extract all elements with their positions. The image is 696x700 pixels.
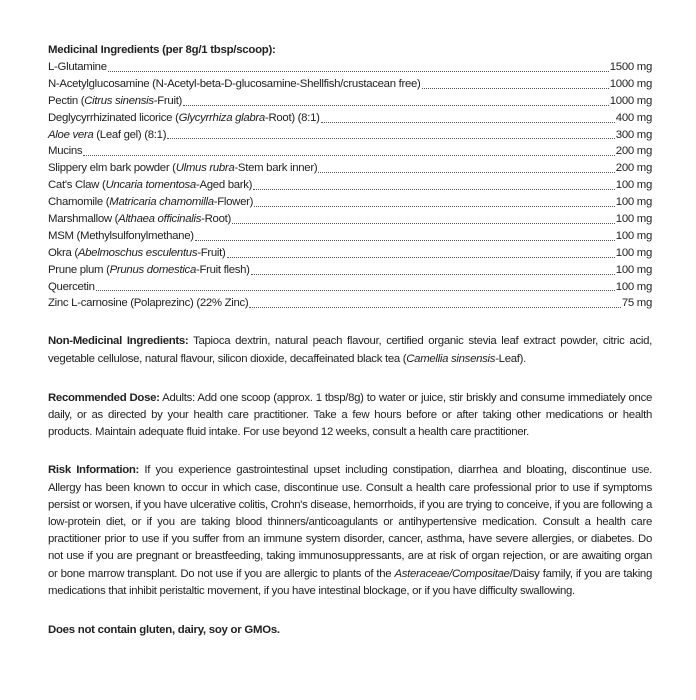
ingredient-amount: 1500 mg [609,60,652,73]
ingredient-name-text: Cat's Claw ( [48,179,106,192]
ingredient-name-text: Prune plum ( [48,263,110,276]
ingredient-name-suffix: -Root) (8:1) [264,111,320,124]
ingredient-latin-name: Uncaria tomentosa [105,179,196,192]
ingredient-latin-name: Matricaria chamomilla [109,196,214,209]
dotted-leader [108,71,609,72]
ingredient-row [48,295,652,312]
dotted-leader [251,274,615,275]
ingredient-name [48,228,194,245]
ingredient-name [48,127,166,144]
non-medicinal-text: Tapioca dextrin, natural peach flavour, certified organic stevia leaf extract powder, citric acid, vegetable cellulose, natural flavour, silicon dioxide, decaffeinated black tea ( [48,335,652,365]
ingredient-amount: 200 mg [615,145,652,158]
ingredient-name-text: L-Glutamine [48,60,107,73]
ingredient-name [48,76,421,93]
ingredient-name-text: Marshmallow ( [48,213,119,225]
ingredient-name [48,160,317,177]
ingredient-row [48,76,652,93]
non-medicinal-latin: Camellia sinsensis [406,352,496,365]
dotted-leader [422,88,609,89]
ingredient-row [48,59,652,76]
dotted-leader [318,172,614,173]
ingredient-name-text: Slippery elm bark powder ( [48,162,176,175]
ingredient-amount: 100 mg [615,246,652,259]
recommended-dose [48,390,652,442]
dotted-leader [253,189,615,190]
dotted-leader [96,290,615,291]
ingredient-amount: 1000 mg [609,77,652,90]
dotted-leader [83,155,615,156]
ingredient-amount: 100 mg [615,229,652,242]
ingredient-name-text: Chamomile ( [48,196,110,209]
ingredient-name-text: Mucins [48,145,83,158]
ingredient-name-suffix: -Aged bark) [195,179,253,192]
dotted-leader [249,307,620,308]
dotted-leader [254,206,615,207]
non-medicinal-ingredients [48,333,652,367]
ingredient-name [48,211,231,228]
risk-information [48,462,652,600]
ingredient-latin-name: Ulmus rubra [175,162,235,175]
risk-information-text-end: /Daisy family, if you are taking medications that inhibit peristaltic movement, if you have intestinal blockage, or if you have difficulty swallowing. [48,567,652,597]
ingredient-name-suffix: -Flower) [213,196,254,209]
ingredient-name [48,110,320,127]
ingredient-latin-name: Prunus domestica [109,263,196,276]
ingredient-row [48,211,652,228]
allergen-statement: Does not contain gluten, dairy, soy or GMOs. [48,624,280,636]
dotted-leader [195,240,615,241]
ingredient-name-text: Deglycyrrhizinated licorice ( [48,111,179,124]
risk-information-latin: Asteraceae/Compositae [394,567,510,580]
dotted-leader [183,105,609,106]
ingredient-name-text: MSM (Methylsulfonylmethane) [48,229,194,242]
recommended-dose-label: Recommended Dose: [48,391,160,404]
ingredient-name-text: N-Acetylglucosamine (N-Acetyl-beta-D-glucosamine-Shellfish/crustacean free) [48,77,421,90]
ingredient-row [48,127,652,144]
medicinal-ingredients-heading: Medicinal Ingredients (per 8g/1 tbsp/scoop): [48,44,276,56]
non-medicinal-text-end: -Leaf). [495,352,527,365]
ingredient-name [48,59,107,76]
ingredient-amount: 100 mg [615,179,652,192]
ingredient-row [48,160,652,177]
ingredient-name [48,245,226,262]
ingredient-row [48,143,652,160]
ingredient-name-text: Quercetin [48,280,95,293]
ingredient-name-suffix: -Fruit) [153,94,183,107]
ingredient-amount: 100 mg [615,196,652,209]
ingredient-amount: 200 mg [615,162,652,175]
ingredient-name [48,295,248,312]
ingredient-row [48,279,652,296]
ingredient-latin-name: Aloe vera [48,128,94,141]
ingredient-latin-name: Glycyrrhiza glabra [178,111,265,124]
ingredient-amount: 1000 mg [609,94,652,107]
ingredient-name-suffix: (Leaf gel) (8:1) [93,128,167,141]
dotted-leader [321,122,615,123]
dotted-leader [167,138,615,139]
ingredient-name [48,177,252,194]
ingredient-row [48,262,652,279]
ingredient-row [48,110,652,127]
ingredient-amount: 300 mg [615,128,652,141]
non-medicinal-label: Non-Medicinal Ingredients: [48,335,189,348]
ingredient-name-suffix: -Stem bark inner) [234,162,318,175]
ingredient-name-text: Pectin ( [48,94,85,107]
dotted-leader [232,223,615,224]
medicinal-ingredients-list [48,59,652,312]
ingredient-name [48,279,95,296]
ingredient-name-suffix: -Fruit flesh) [195,263,250,276]
ingredient-name-text: Zinc L-carnosine (Polaprezinc) (22% Zinc) [48,297,249,310]
ingredient-row [48,93,652,110]
ingredient-amount: 100 mg [615,213,652,225]
risk-information-text: If you experience gastrointestinal upset including constipation, diarrhea and bloating, discontinue use. Allergy has been known to occur in which case, discontinue use. Consult a health care professional prior to use if symptoms persist or worsen, if you have ulcerative colitis, Crohn's disease, hemorrhoids, if you are trying to conceive, if you are following a low-protein diet, or if you are taking blood thinners/anticoagulants or antihypertensive medication. Consult a health care practitioner prior to use if you suffer from an immune system disorder, cancer, asthma, have severe allergies, or diabetes. Do not use if you are pregnant or breastfeeding, taking immunosuppressants, are at risk of organ rejection, or are awaiting organ or bone marrow transplant. Do not use if you are allergic to plants of the [48,464,653,580]
ingredient-row [48,177,652,194]
recommended-dose-text: Adults: Add one scoop (approx. 1 tbsp/8g) to water or juice, stir briskly and consume immediately once daily, or as directed by your health care practitioner. Take a few hours before or after taking other medications or health products. Maintain adequate fluid intake. For use beyond 12 weeks, consult a health care practitioner. [48,391,652,439]
ingredient-amount: 400 mg [615,111,652,124]
ingredient-latin-name: Citrus sinensis [84,94,154,107]
ingredient-row [48,228,652,245]
ingredient-name [48,194,253,211]
ingredient-name-text: Okra ( [48,246,78,259]
ingredient-name-suffix: -Root) [201,213,231,225]
ingredient-row [48,245,652,262]
ingredient-amount: 75 mg [621,297,652,310]
ingredient-amount: 100 mg [615,263,652,276]
ingredient-latin-name: Althaea officinalis [118,213,202,225]
ingredient-latin-name: Abelmoschus esculentus [77,246,198,259]
ingredient-row [48,194,652,211]
dotted-leader [227,257,615,258]
ingredient-name [48,93,182,110]
ingredient-amount: 100 mg [615,280,652,293]
risk-information-label: Risk Information: [48,464,140,477]
ingredient-name-suffix: -Fruit) [197,246,226,259]
ingredient-name [48,262,250,279]
ingredient-name [48,143,82,160]
